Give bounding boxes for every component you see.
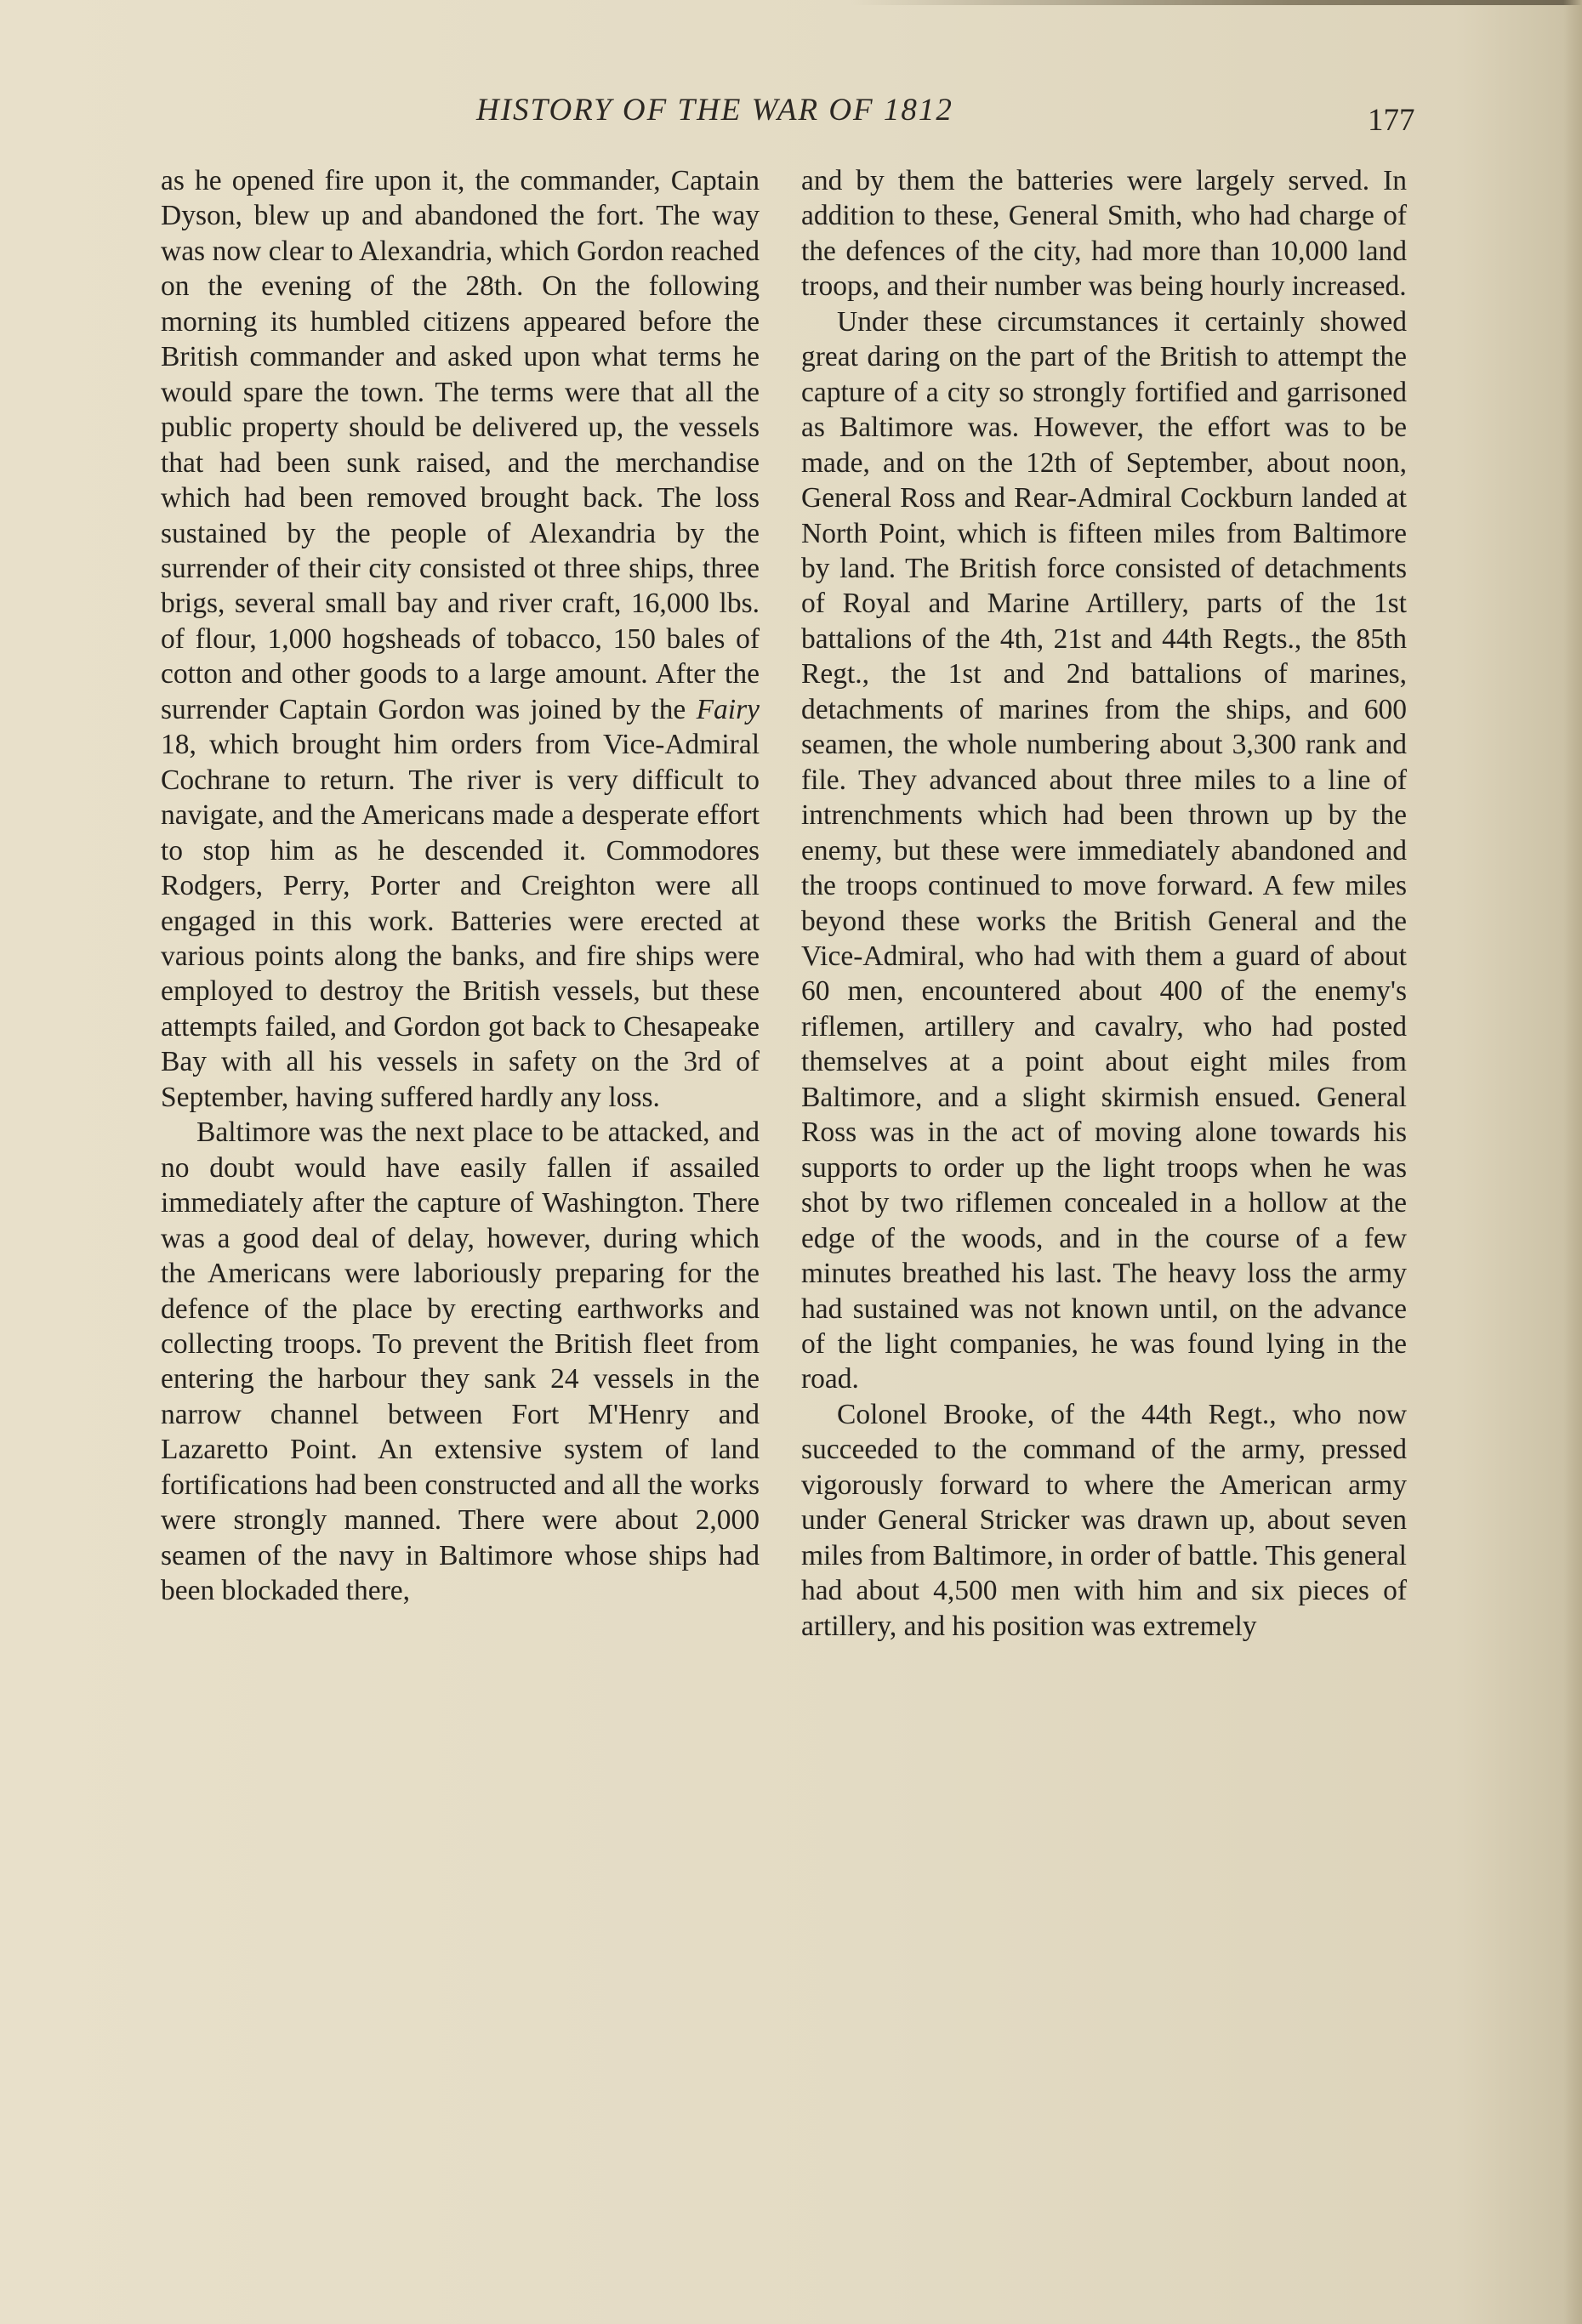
page-number: 177 bbox=[1368, 103, 1415, 138]
paragraph bbox=[161, 163, 760, 1115]
right-column bbox=[801, 163, 1407, 1644]
running-title: HISTORY OF THE WAR OF 1812 bbox=[476, 93, 953, 128]
page-gutter-shadow bbox=[1563, 0, 1582, 2324]
paragraph: and by them the batteries were largely served. In addition to these, General Smith, who had charge of the defences of the city, had more than 10,000 land troops, and their number was being hourly increased. bbox=[801, 165, 1407, 303]
paragraph: Baltimore was the next place to be attacked, and no doubt would have easily fallen if assailed immediately after the capture of Washington. There was a good deal of delay, however, during which the Americans were laboriously preparing for the defence of the place by erecting earthworks and collecting troops. To prevent the British fleet from entering the harbour they sank 24 vessels in the narrow channel between Fort M'Henry and Lazaretto Point. An extensive system of land fortifications had been constructed and all the works were strongly manned. There were about 2,000 seamen of the navy in Baltimore whose ships had been blockaded there, bbox=[161, 1117, 760, 1607]
running-head bbox=[0, 92, 1582, 143]
ship-name: Fairy bbox=[696, 693, 760, 725]
left-column bbox=[161, 163, 760, 1609]
paragraph-text: 18, which brought him orders from Vice-Admiral Cochrane to return. The river is very difficult to navigate, and the Americans made a desperate effort to stop him as he descended it. Commodores Rodgers, Perry, Porter and Creighton were all engaged in this work. Batteries were erected at various points along the banks, and fire ships were employed to destroy the British vessels, but these attempts failed, and Gordon got back to Chesapeake Bay with all his vessels in safety on the 3rd of September, having suffered hardly any loss. bbox=[161, 729, 760, 1113]
paragraph-text: as he opened fire upon it, the commander, Captain Dyson, blew up and abandoned the fort. The way was now clear to Alexandria, which Gordon reached on the evening of the 28th. On the following morning its humbled citizens appeared before the British commander and asked upon what terms he would spare the town. The terms were that all the public property should be delivered up, the vessels that had been sunk raised, and the merchandise which had been removed brought back. The loss sustained by the people of Alexandria by the surrender of their city consisted ot three ships, three brigs, several small bay and river craft, 16,000 lbs. of flour, 1,000 hogsheads of tobacco, 150 bales of cotton and other goods to a large amount. After the surrender Captain Gordon was joined by the bbox=[161, 165, 760, 725]
paragraph: Under these circumstances it certainly showed great daring on the part of the British to attempt the capture of a city so strongly fortified and garrisoned as Baltimore was. However, the effort was to be made, and on the 12th of September, about noon, General Ross and Rear-Admiral Cockburn landed at North Point, which is fifteen miles from Baltimore by land. The British force consisted of detachments of Royal and Marine Artillery, parts of the 1st battalions of the 4th, 21st and 44th Regts., the 85th Regt., the 1st and 2nd battalions of marines, detachments of marines from the ships, and 600 seamen, the whole numbering about 3,300 rank and file. They advanced about three miles to a line of intrenchments which had been thrown up by the enemy, but these were immediately abandoned and the troops continued to move forward. A few miles beyond these works the British General and the Vice-Admiral, who had with them a guard of about 60 men, encountered about 400 of the enemy's riflemen, artillery and cavalry, who had posted themselves at a point about eight miles from Baltimore, and a slight skirmish ensued. General Ross was in the act of moving alone towards his supports to order up the light troops when he was shot by two riflemen concealed in a hollow at the edge of the woods, and in the course of a few minutes breathed his last. The heavy loss the army had sustained was not known until, on the advance of the light companies, he was found lying in the road. bbox=[801, 305, 1407, 1395]
paragraph: Colonel Brooke, of the 44th Regt., who now succeeded to the command of the army, pressed vigorously forward to where the American army under General Stricker was drawn up, about seven miles from Baltimore, in order of battle. This general had about 4,500 men with him and six pieces of artillery, and his position was extremely bbox=[801, 1398, 1407, 1642]
page-top-edge-shadow bbox=[851, 0, 1582, 5]
